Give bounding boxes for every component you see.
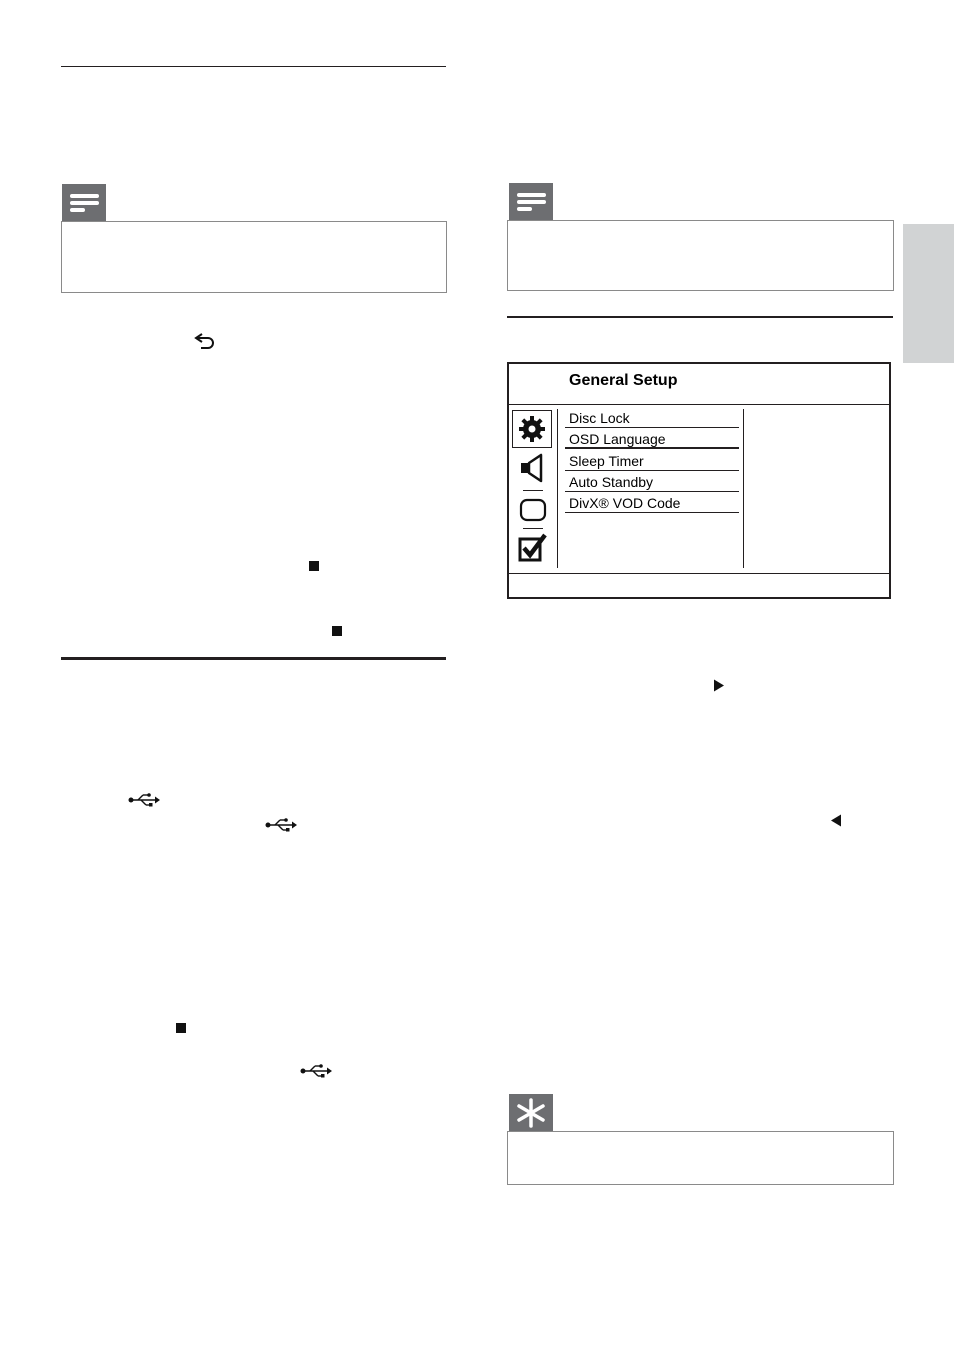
osd-general-setup-menu xyxy=(507,362,891,599)
osd-status-bar xyxy=(509,574,889,597)
stop-icon xyxy=(332,626,342,636)
side-chapter-tab xyxy=(903,224,954,363)
osd-icon-column xyxy=(509,405,557,568)
video-screen-icon[interactable] xyxy=(519,498,547,522)
tip-box xyxy=(507,1131,894,1185)
speaker-icon[interactable] xyxy=(519,453,547,483)
note-box-right xyxy=(507,220,894,291)
left-arrow-icon xyxy=(830,814,842,827)
usb-icon xyxy=(128,793,160,807)
usb-icon xyxy=(265,818,297,832)
checkbox-preferences-icon[interactable] xyxy=(518,533,548,563)
osd-header-divider xyxy=(509,404,889,405)
play-icon xyxy=(713,679,725,692)
menu-item-divx-vod-code[interactable]: DivX® VOD Code xyxy=(565,493,739,513)
stop-icon xyxy=(309,561,319,571)
back-arrow-icon xyxy=(193,332,217,350)
gear-icon-highlight[interactable] xyxy=(512,410,552,448)
tip-icon xyxy=(509,1094,553,1132)
section-rule-right xyxy=(507,316,893,318)
osd-options-panel xyxy=(745,409,889,568)
usb-icon xyxy=(300,1064,332,1078)
menu-item-disc-lock[interactable]: Disc Lock xyxy=(565,408,739,428)
stop-icon xyxy=(176,1023,186,1033)
note-icon xyxy=(62,184,106,221)
osd-options-divider xyxy=(743,409,744,568)
osd-item-list xyxy=(565,408,741,518)
menu-item-auto-standby[interactable]: Auto Standby xyxy=(565,472,739,492)
note-icon xyxy=(509,183,553,220)
menu-item-sleep-timer[interactable]: Sleep Timer xyxy=(565,451,739,471)
note-box-left xyxy=(61,221,447,293)
section-rule-top-left xyxy=(61,66,446,67)
menu-item-osd-language[interactable]: OSD Language xyxy=(565,429,739,449)
osd-icon-divider xyxy=(557,409,558,568)
osd-menu-title: General Setup xyxy=(569,372,678,389)
section-rule-left-2 xyxy=(61,657,446,660)
gear-icon xyxy=(518,415,546,443)
